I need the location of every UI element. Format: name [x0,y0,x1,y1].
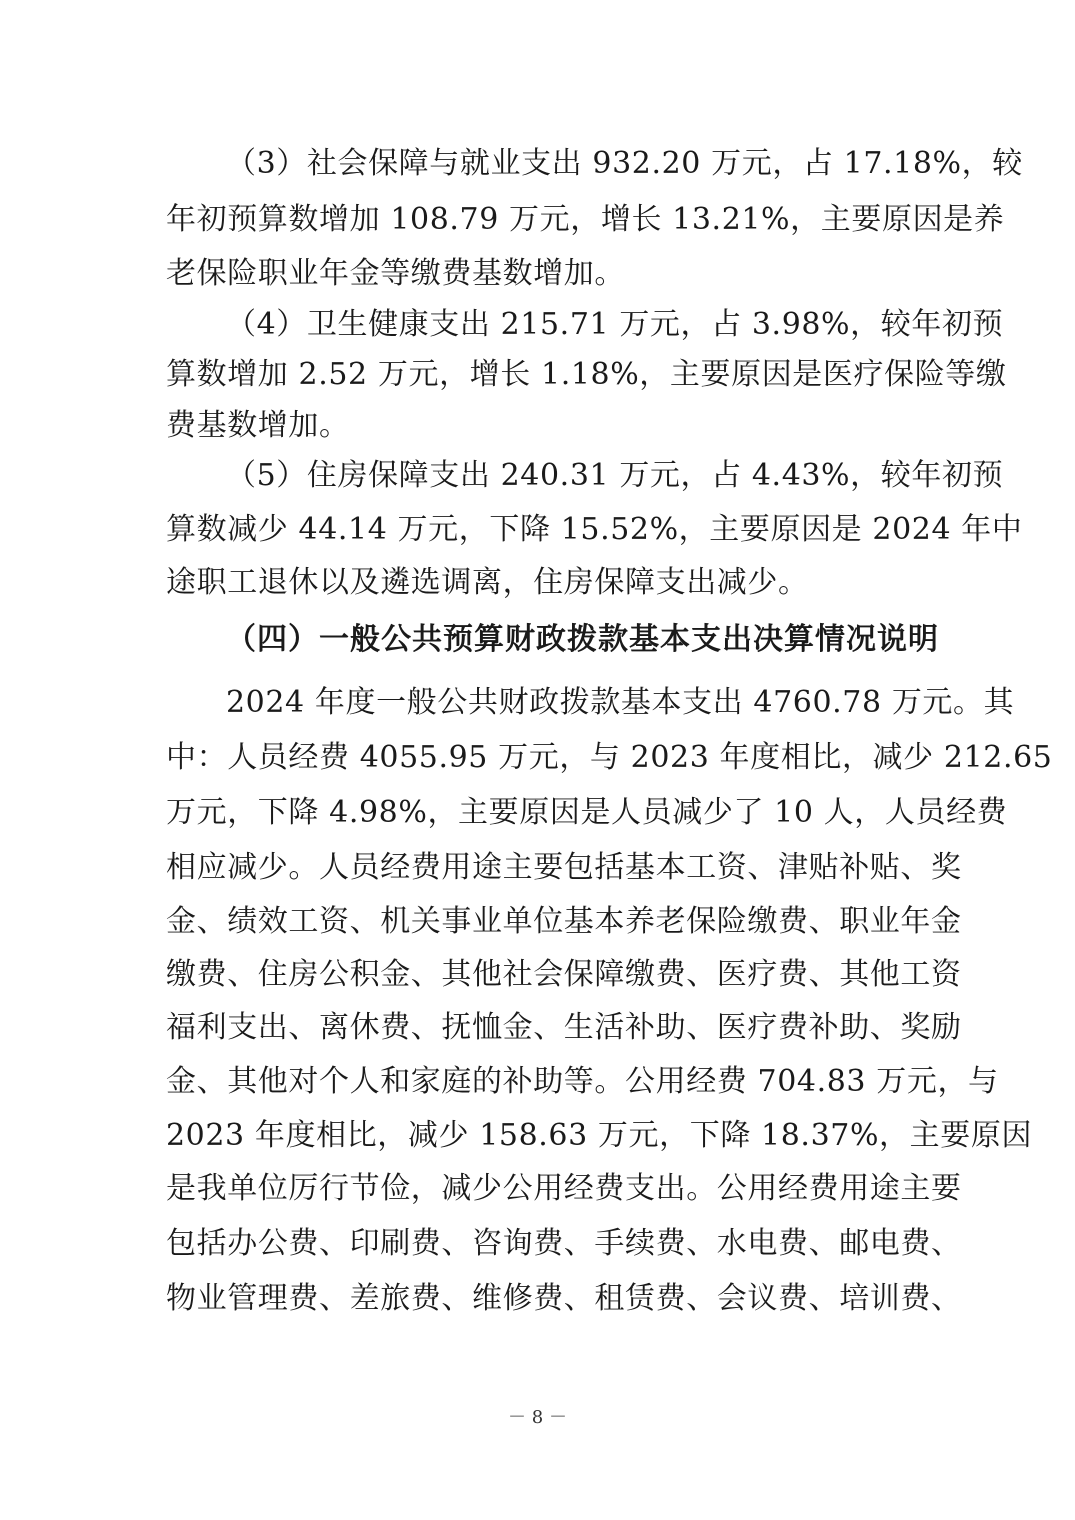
paragraph-6-line-7: 福利支出、离休费、抚恤金、生活补助、医疗费补助、奖励 [166,1010,962,1045]
paragraph-4-line-1: （4）卫生健康支出 215.71 万元，占 3.98%，较年初预 [226,307,1004,342]
paragraph-5-line-1: （5）住房保障支出 240.31 万元，占 4.43%，较年初预 [226,458,1004,493]
paragraph-5-line-2: 算数减少 44.14 万元，下降 15.52%，主要原因是 2024 年中 [166,512,1023,547]
paragraph-6-line-8: 金、其他对个人和家庭的补助等。公用经费 704.83 万元，与 [166,1064,999,1099]
paragraph-6-line-9: 2023 年度相比，减少 158.63 万元，下降 18.37%，主要原因 [166,1118,1033,1153]
paragraph-6-line-3: 万元，下降 4.98%，主要原因是人员减少了 10 人，人员经费 [166,795,1008,830]
paragraph-6-line-2: 中：人员经费 4055.95 万元，与 2023 年度相比，减少 212.65 [166,740,1053,775]
section-heading: （四）一般公共预算财政拨款基本支出决算情况说明 [226,622,939,657]
paragraph-3-line-1: （3）社会保障与就业支出 932.20 万元，占 17.18%，较 [226,146,1023,181]
paragraph-6-line-10: 是我单位厉行节俭，减少公用经费支出。公用经费用途主要 [166,1171,962,1206]
page-number: － 8 － [508,1407,567,1428]
paragraph-3-line-2: 年初预算数增加 108.79 万元，增长 13.21%，主要原因是养 [166,202,1005,237]
paragraph-6-line-6: 缴费、住房公积金、其他社会保障缴费、医疗费、其他工资 [166,957,962,992]
paragraph-4-line-2: 算数增加 2.52 万元，增长 1.18%，主要原因是医疗保险等缴 [166,357,1007,392]
paragraph-6-line-11: 包括办公费、印刷费、咨询费、手续费、水电费、邮电费、 [166,1226,962,1261]
paragraph-4-line-3: 费基数增加。 [166,408,350,443]
paragraph-6-line-5: 金、绩效工资、机关事业单位基本养老保险缴费、职业年金 [166,904,962,939]
paragraph-5-line-3: 途职工退休以及遴选调离，住房保障支出减少。 [166,565,809,600]
paragraph-6-line-4: 相应减少。人员经费用途主要包括基本工资、津贴补贴、奖 [166,850,962,885]
paragraph-6-line-12: 物业管理费、差旅费、维修费、租赁费、会议费、培训费、 [166,1281,962,1316]
paragraph-3-line-3: 老保险职业年金等缴费基数增加。 [166,256,625,291]
paragraph-6-line-1: 2024 年度一般公共财政拨款基本支出 4760.78 万元。其 [226,685,1015,720]
